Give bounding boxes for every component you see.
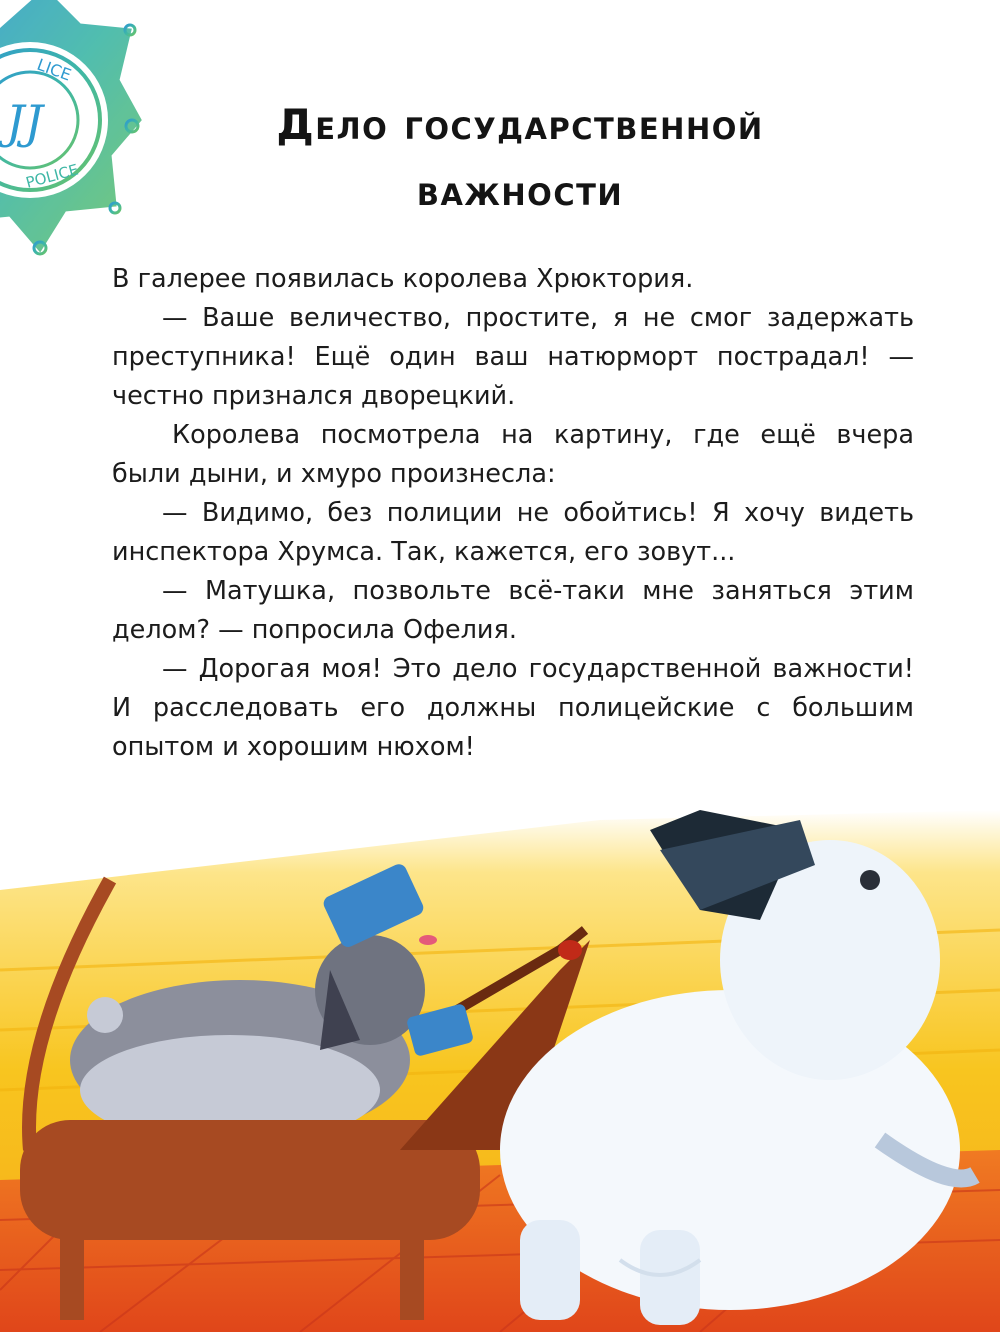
police-dogs-illustration xyxy=(0,790,1000,1332)
badge-ring-bottom: POLICE xyxy=(23,160,81,192)
paragraph-4: — Видимо, без полиции не обойтись! Я хочу видеть инспектора Хрумса. Так, кажется, его зовут... xyxy=(112,498,914,567)
paragraph-2: — Ваше величество, простите, я не смог задержать преступника! Ещё один ваш натюрморт пострадал! — честно признался дворецкий. xyxy=(112,303,914,411)
chapter-title-line-1: Дело государственной xyxy=(276,100,764,149)
badge-monogram: JJ xyxy=(6,95,43,149)
paragraph-3: Королева посмотрела на картину, где ещё вчера были дыни, и хмуро произнесла: xyxy=(112,420,914,489)
badge-ring-top: LICE xyxy=(34,54,74,85)
paragraph-6: — Дорогая моя! Это дело государственной важности! И расследовать его должны полицейские с большим опытом и хорошим нюхом! xyxy=(112,654,914,762)
police-badge-icon xyxy=(0,0,150,270)
paragraph-1: В галерее появилась королева Хрюктория. xyxy=(112,264,694,294)
chapter-title-line-2: важности xyxy=(416,166,624,215)
paragraph-5: — Матушка, позвольте всё-таки мне заняться этим делом? — попросила Офелия. xyxy=(112,576,914,645)
story-text xyxy=(112,260,914,767)
chapter-title xyxy=(160,92,880,224)
